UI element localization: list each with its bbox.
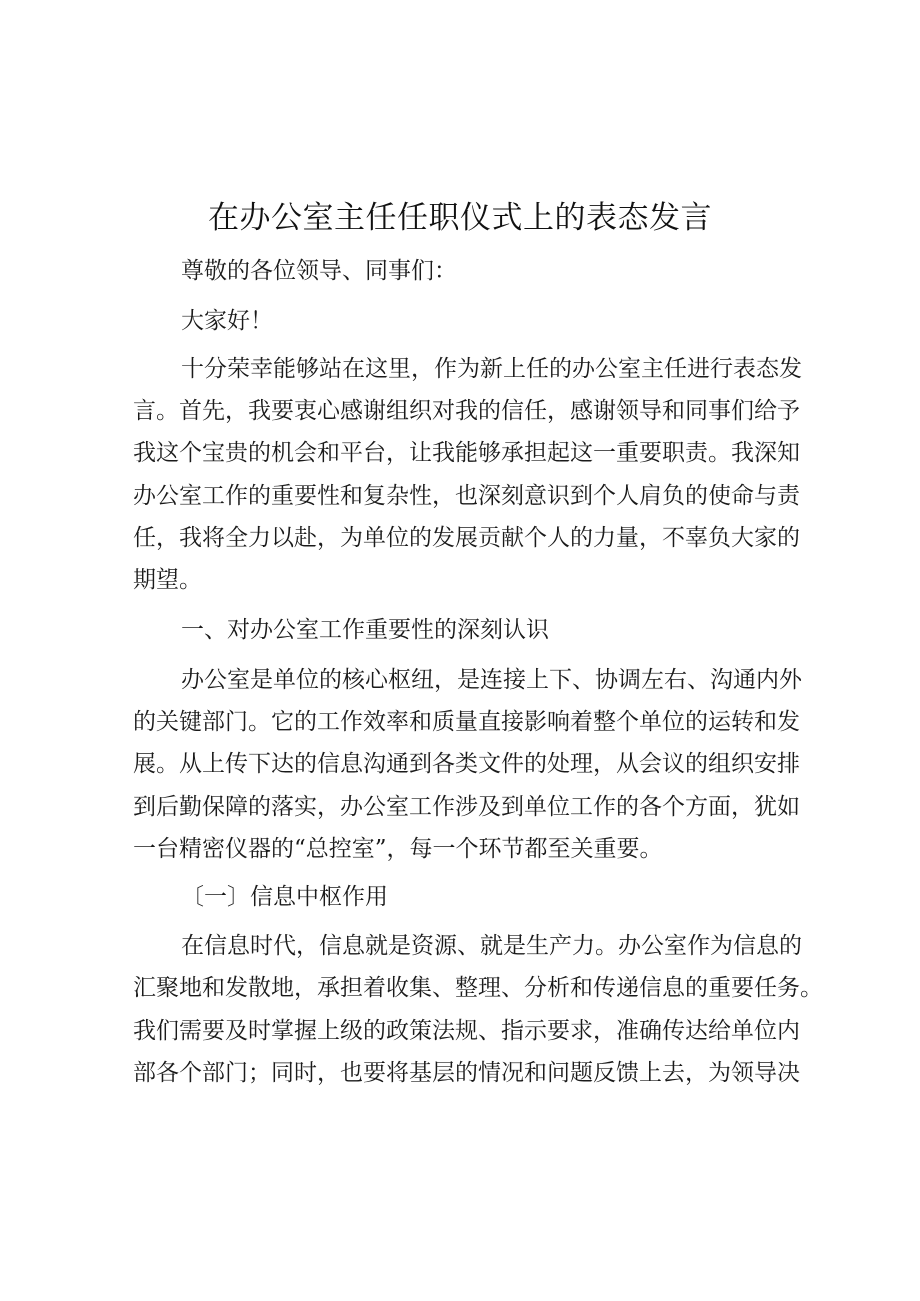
intro-line: 十分荣幸能够站在这里，作为新上任的办公室主任进行表态发 bbox=[181, 356, 802, 382]
document-title: 在办公室主任任职仪式上的表态发言 bbox=[208, 200, 712, 236]
section-heading: 一、对办公室工作重要性的深刻认识 bbox=[181, 617, 549, 643]
subsection-line: 在信息时代，信息就是资源、就是生产力。办公室作为信息的 bbox=[181, 933, 802, 959]
subsection-line: 部各个部门；同时，也要将基层的情况和问题反馈上去，为领导决 bbox=[133, 1060, 800, 1086]
section-line: 办公室是单位的核心枢纽，是连接上下、协调左右、沟通内外 bbox=[181, 667, 802, 693]
intro-line: 期望。 bbox=[133, 567, 202, 593]
section-line: 到后勤保障的落实，办公室工作涉及到单位工作的各个方面，犹如 bbox=[133, 794, 800, 820]
section-line: 的关键部门。它的工作效率和质量直接影响着整个单位的运转和发 bbox=[133, 709, 800, 735]
intro-line: 我这个宝贵的机会和平台，让我能够承担起这一重要职责。我深知 bbox=[133, 440, 800, 466]
subsection-heading: 〔一〕信息中枢作用 bbox=[181, 884, 388, 910]
intro-line: 任，我将全力以赴，为单位的发展贡献个人的力量，不辜负大家的 bbox=[133, 525, 800, 551]
intro-line: 言。首先，我要衷心感谢组织对我的信任，感谢领导和同事们给予 bbox=[133, 398, 800, 424]
section-line: 展。从上传下达的信息沟通到各类文件的处理，从会议的组织安排 bbox=[133, 751, 800, 777]
greeting: 大家好！ bbox=[181, 308, 273, 334]
subsection-line: 汇聚地和发散地，承担着收集、整理、分析和传递信息的重要任务。 bbox=[133, 975, 823, 1001]
intro-line: 办公室工作的重要性和复杂性，也深刻意识到个人肩负的使命与责 bbox=[133, 483, 800, 509]
subsection-line: 我们需要及时掌握上级的政策法规、指示要求，准确传达给单位内 bbox=[133, 1018, 800, 1044]
salutation: 尊敬的各位领导、同事们： bbox=[181, 258, 457, 284]
section-line: 一台精密仪器的“总控室”，每一个环节都至关重要。 bbox=[133, 836, 663, 862]
